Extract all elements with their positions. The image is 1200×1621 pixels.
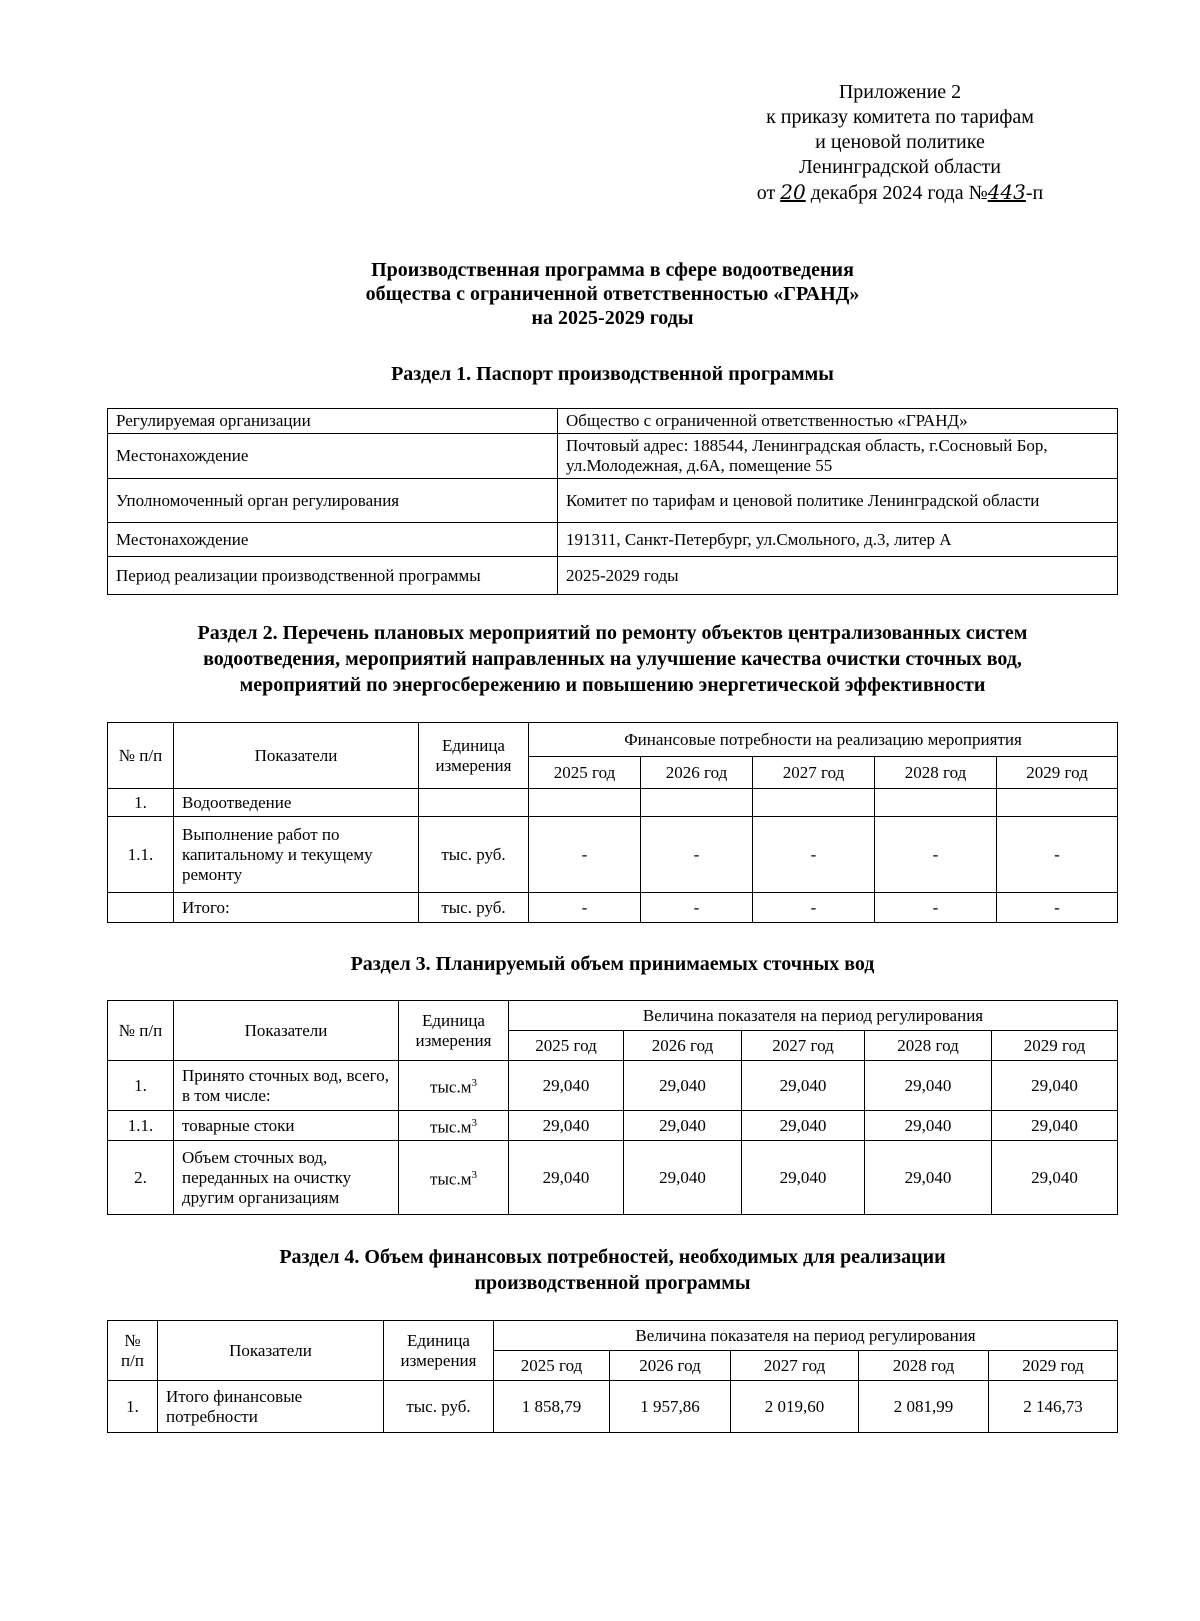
cell-name: Итого: [174, 893, 419, 923]
cell-name: Итого финансовые потребности [158, 1381, 384, 1433]
cell-value: 29,040 [509, 1061, 624, 1111]
table-row [108, 523, 1118, 557]
cell-value: - [529, 893, 641, 923]
unit-superscript: 3 [471, 1169, 477, 1182]
cell-value [641, 789, 753, 817]
cell-num: 1. [108, 1061, 174, 1111]
passport-table [107, 408, 1118, 595]
cell-value [529, 789, 641, 817]
cell-label: Уполномоченный орган регулирования [108, 479, 558, 523]
cell-unit [419, 789, 529, 817]
header-year: 2026 год [641, 757, 753, 789]
header-year: 2026 год [610, 1351, 731, 1381]
header-year: 2028 год [875, 757, 997, 789]
unit-text: тыс.м [430, 1077, 472, 1097]
cell-value: 29,040 [624, 1061, 742, 1111]
cell-value: 29,040 [865, 1061, 992, 1111]
cell-num: 1. [108, 789, 174, 817]
table-row [108, 557, 1118, 595]
cell-value: 1 957,86 [610, 1381, 731, 1433]
handwritten-day: 20 [780, 180, 806, 204]
cell-value: - [641, 817, 753, 893]
header-year: 2029 год [992, 1031, 1118, 1061]
table-row [108, 1061, 1118, 1111]
section4-heading [100, 1244, 1125, 1296]
header-indicator: Показатели [158, 1321, 384, 1381]
header-num: № п/п [108, 723, 174, 789]
cell-value: - [641, 893, 753, 923]
cell-value: 2025-2029 годы [558, 557, 1118, 595]
heading-line: Раздел 4. Объем финансовых потребностей, необходимых для реализации [279, 1246, 946, 1268]
cell-value: Почтовый адрес: 188544, Ленинградская область, г.Сосновый Бор, ул.Молодежная, д.6А, помещение 55 [558, 434, 1118, 479]
handwritten-number: 443 [987, 180, 1026, 204]
header-year: 2027 год [753, 757, 875, 789]
cell-value: - [875, 817, 997, 893]
appendix-date-line [700, 180, 1100, 206]
cell-unit: тыс. руб. [419, 893, 529, 923]
cell-value: 29,040 [624, 1111, 742, 1141]
header-year: 2029 год [989, 1351, 1118, 1381]
header-num: № п/п [108, 1321, 158, 1381]
header-year: 2025 год [529, 757, 641, 789]
appendix-header [700, 80, 1100, 206]
cell-num: 1.1. [108, 1111, 174, 1141]
header-unit: Единица измерения [419, 723, 529, 789]
header-year: 2028 год [859, 1351, 989, 1381]
cell-value: 29,040 [742, 1061, 865, 1111]
header-indicator: Показатели [174, 1001, 399, 1061]
table-row [108, 409, 1118, 434]
cell-unit: тыс. руб. [384, 1381, 494, 1433]
repair-measures-table [107, 722, 1118, 923]
number-suffix: -п [1025, 182, 1044, 204]
cell-value: 29,040 [624, 1141, 742, 1215]
date-middle: декабря 2024 года № [810, 182, 988, 204]
heading-line: Раздел 2. Перечень плановых мероприятий по ремонту объектов централизованных систем [197, 622, 1028, 644]
financial-needs-table [107, 1320, 1118, 1433]
header-year: 2025 год [494, 1351, 610, 1381]
heading-line: водоотведения, мероприятий направленных на улучшение качества очистки сточных вод, [203, 648, 1022, 670]
cell-value: 2 019,60 [731, 1381, 859, 1433]
cell-value: 29,040 [992, 1061, 1118, 1111]
header-row [108, 1001, 1118, 1031]
cell-value [753, 789, 875, 817]
cell-value: 2 146,73 [989, 1381, 1118, 1433]
header-group: Величина показателя на период регулирования [494, 1321, 1118, 1351]
cell-label: Период реализации производственной программы [108, 557, 558, 595]
heading-line: мероприятий по энергосбережению и повышению энергетической эффективности [239, 674, 986, 696]
appendix-line: Приложение 2 [838, 81, 962, 103]
cell-value: - [529, 817, 641, 893]
table-row [108, 434, 1118, 479]
cell-num: 1.1. [108, 817, 174, 893]
table-row [108, 1141, 1118, 1215]
table-row [108, 479, 1118, 523]
cell-value: - [875, 893, 997, 923]
table-row [108, 817, 1118, 893]
title-line: на 2025-2029 годы [531, 307, 694, 329]
cell-label: Местонахождение [108, 523, 558, 557]
header-year: 2028 год [865, 1031, 992, 1061]
title-line: общества с ограниченной ответственностью «ГРАНД» [365, 283, 860, 305]
cell-value: Общество с ограниченной ответственностью «ГРАНД» [558, 409, 1118, 434]
section3-heading: Раздел 3. Планируемый объем принимаемых сточных вод [350, 953, 875, 975]
header-group: Величина показателя на период регулирования [509, 1001, 1118, 1031]
unit-text: тыс.м [430, 1117, 472, 1137]
table-row [108, 1111, 1118, 1141]
cell-value: 191311, Санкт-Петербург, ул.Смольного, д.3, литер А [558, 523, 1118, 557]
appendix-line: и ценовой политике [815, 131, 985, 153]
header-year: 2027 год [731, 1351, 859, 1381]
cell-value: - [753, 893, 875, 923]
cell-name: Объем сточных вод, переданных на очистку другим организациям [174, 1141, 399, 1215]
cell-name: Принято сточных вод, всего, в том числе: [174, 1061, 399, 1111]
header-year: 2026 год [624, 1031, 742, 1061]
cell-value: 29,040 [865, 1111, 992, 1141]
cell-value [997, 789, 1118, 817]
wastewater-volume-table [107, 1000, 1118, 1215]
cell-value: 29,040 [742, 1111, 865, 1141]
cell-value: 2 081,99 [859, 1381, 989, 1433]
cell-value: - [997, 817, 1118, 893]
cell-value: 29,040 [509, 1141, 624, 1215]
unit-text: тыс.м [430, 1169, 472, 1189]
cell-label: Регулируемая организации [108, 409, 558, 434]
date-prefix: от [756, 182, 776, 204]
header-indicator: Показатели [174, 723, 419, 789]
cell-value: - [997, 893, 1118, 923]
cell-value: 1 858,79 [494, 1381, 610, 1433]
section1-heading: Раздел 1. Паспорт производственной программы [391, 363, 834, 385]
cell-value: 29,040 [992, 1141, 1118, 1215]
header-year: 2025 год [509, 1031, 624, 1061]
title-line: Производственная программа в сфере водоотведения [371, 259, 854, 281]
cell-value: 29,040 [509, 1111, 624, 1141]
cell-value: 29,040 [742, 1141, 865, 1215]
cell-unit [399, 1061, 509, 1111]
cell-unit [399, 1141, 509, 1215]
cell-label: Местонахождение [108, 434, 558, 479]
header-row [108, 723, 1118, 757]
header-year: 2027 год [742, 1031, 865, 1061]
cell-num: 1. [108, 1381, 158, 1433]
heading-line: производственной программы [474, 1272, 751, 1294]
appendix-line: к приказу комитета по тарифам [766, 106, 1034, 128]
cell-num: 2. [108, 1141, 174, 1215]
cell-num [108, 893, 174, 923]
cell-value: 29,040 [865, 1141, 992, 1215]
cell-name: Выполнение работ по капитальному и текущему ремонту [174, 817, 419, 893]
unit-superscript: 3 [471, 1117, 477, 1130]
document-title [100, 258, 1125, 330]
section2-heading [100, 620, 1125, 698]
cell-name: товарные стоки [174, 1111, 399, 1141]
cell-name: Водоотведение [174, 789, 419, 817]
header-num: № п/п [108, 1001, 174, 1061]
table-row [108, 893, 1118, 923]
cell-value: Комитет по тарифам и ценовой политике Ленинградской области [558, 479, 1118, 523]
cell-unit [399, 1111, 509, 1141]
table-row [108, 789, 1118, 817]
header-row [108, 1321, 1118, 1351]
cell-value: 29,040 [992, 1111, 1118, 1141]
unit-superscript: 3 [471, 1077, 477, 1090]
cell-value [875, 789, 997, 817]
header-group: Финансовые потребности на реализацию мероприятия [529, 723, 1118, 757]
appendix-line: Ленинградской области [799, 156, 1001, 178]
table-row [108, 1381, 1118, 1433]
header-year: 2029 год [997, 757, 1118, 789]
header-unit: Единица измерения [384, 1321, 494, 1381]
cell-value: - [753, 817, 875, 893]
cell-unit: тыс. руб. [419, 817, 529, 893]
header-unit: Единица измерения [399, 1001, 509, 1061]
